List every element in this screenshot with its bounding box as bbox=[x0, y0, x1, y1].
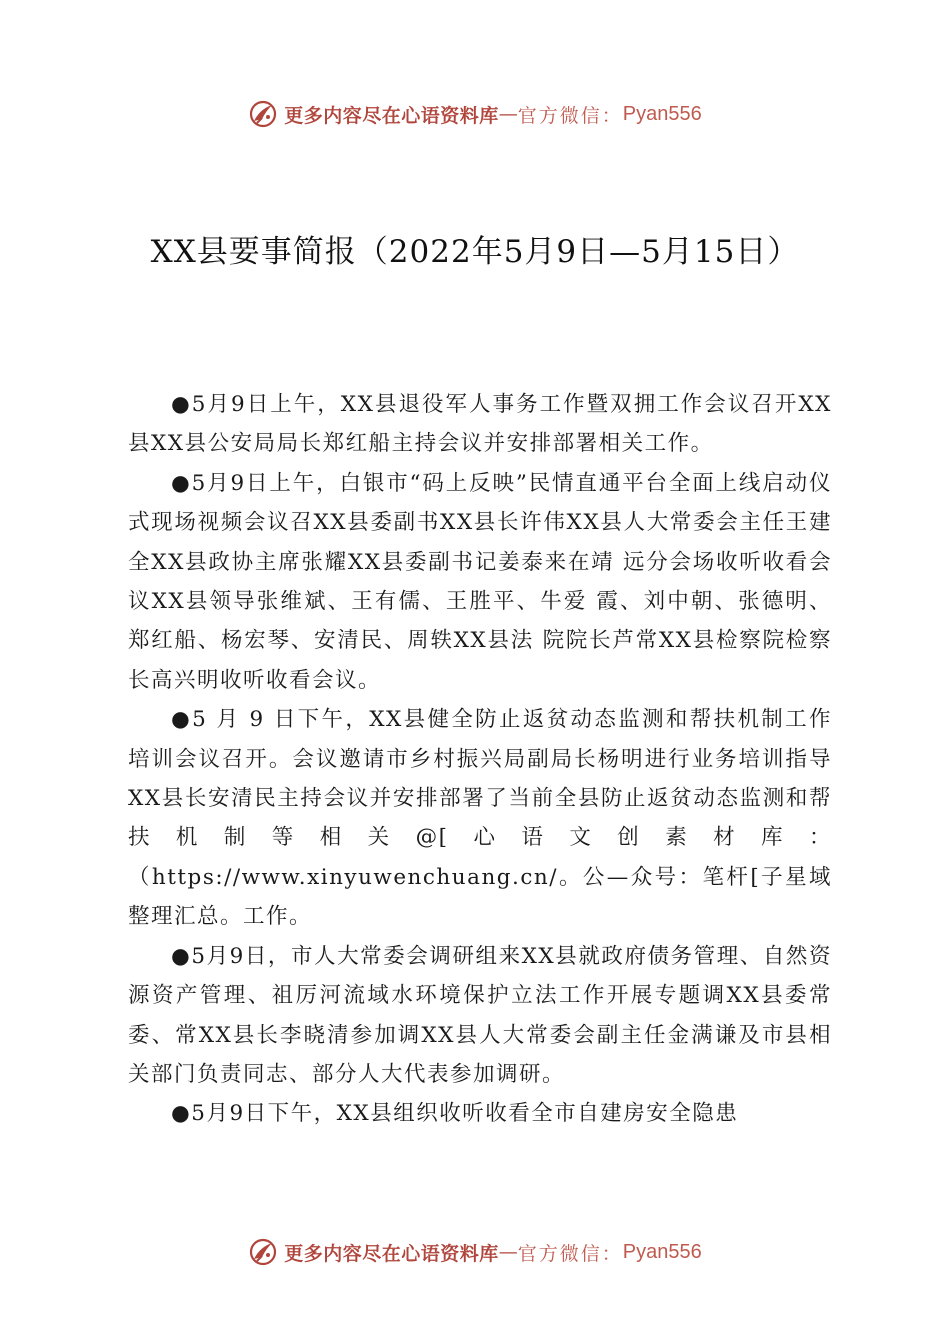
pen-logo-icon bbox=[248, 1237, 278, 1267]
banner-slogan: 更多内容尽在心语资料库 bbox=[284, 1242, 499, 1265]
header-banner bbox=[0, 94, 950, 134]
document-title: XX县要事简报（2022年5月9日—5月15日） bbox=[150, 234, 800, 270]
footer-banner bbox=[0, 1232, 950, 1272]
paragraph: ●5月9日下午，XX县组织收听收看全市自建房安全隐患 bbox=[171, 1101, 739, 1127]
banner-separator: — bbox=[498, 103, 518, 125]
banner-contact-label: 官方微信： bbox=[517, 1242, 623, 1265]
banner-wechat-id: Pyan556 bbox=[622, 1240, 702, 1263]
pen-logo-icon bbox=[248, 99, 278, 129]
paragraph: ●5 月 9 日下午，XX县健全防止返贫动态监测和帮扶机制工作培训会议召开。会议邀请市乡村振兴局副局长杨明进行业务培训指导XX县长安清民主持会议并安排部署了当前全县防止返贫动态监测和帮扶机制等相关@[心语文创素材库：（https://www.xinyuwenchuang.cn/。公—众号：笔杆[子星域整理汇总。工作。 bbox=[128, 707, 832, 930]
paragraph: ●5月9日，市人大常委会调研组来XX县就政府债务管理、自然资源资产管理、祖厉河流域水环境保护立法工作开展专题调XX县委常委、常XX县长李晓清参加调XX县人大常委会副主任金满谦及市县相关部门负责同志、部分人大代表参加调研。 bbox=[128, 943, 832, 1087]
banner-separator: — bbox=[498, 1241, 518, 1263]
banner-contact-label: 官方微信： bbox=[517, 104, 623, 127]
paragraph: ●5月9日上午，白银市“码上反映”民情直通平台全面上线启动仪式现场视频会议召XX县委副书XX县长许伟XX县人大常委会主任王建全XX县政协主席张耀XX县委副书记姜泰来在靖 远分会场收听收看会议XX县领导张维斌、王有儒、王胜平、牛爱 霞、刘中朝、张德明、郑红船、杨宏琴、安清民、周轶XX县法 院院长芦常XX县检察院检察长高兴明收听收看会议。 bbox=[128, 470, 832, 693]
banner-slogan: 更多内容尽在心语资料库 bbox=[284, 104, 499, 127]
document-body bbox=[128, 385, 832, 1134]
banner-wechat-id: Pyan556 bbox=[622, 102, 702, 125]
paragraph: ●5月9日上午，XX县退役军人事务工作暨双拥工作会议召开XX县XX县公安局局长郑红船主持会议并安排部署相关工作。 bbox=[128, 392, 832, 457]
